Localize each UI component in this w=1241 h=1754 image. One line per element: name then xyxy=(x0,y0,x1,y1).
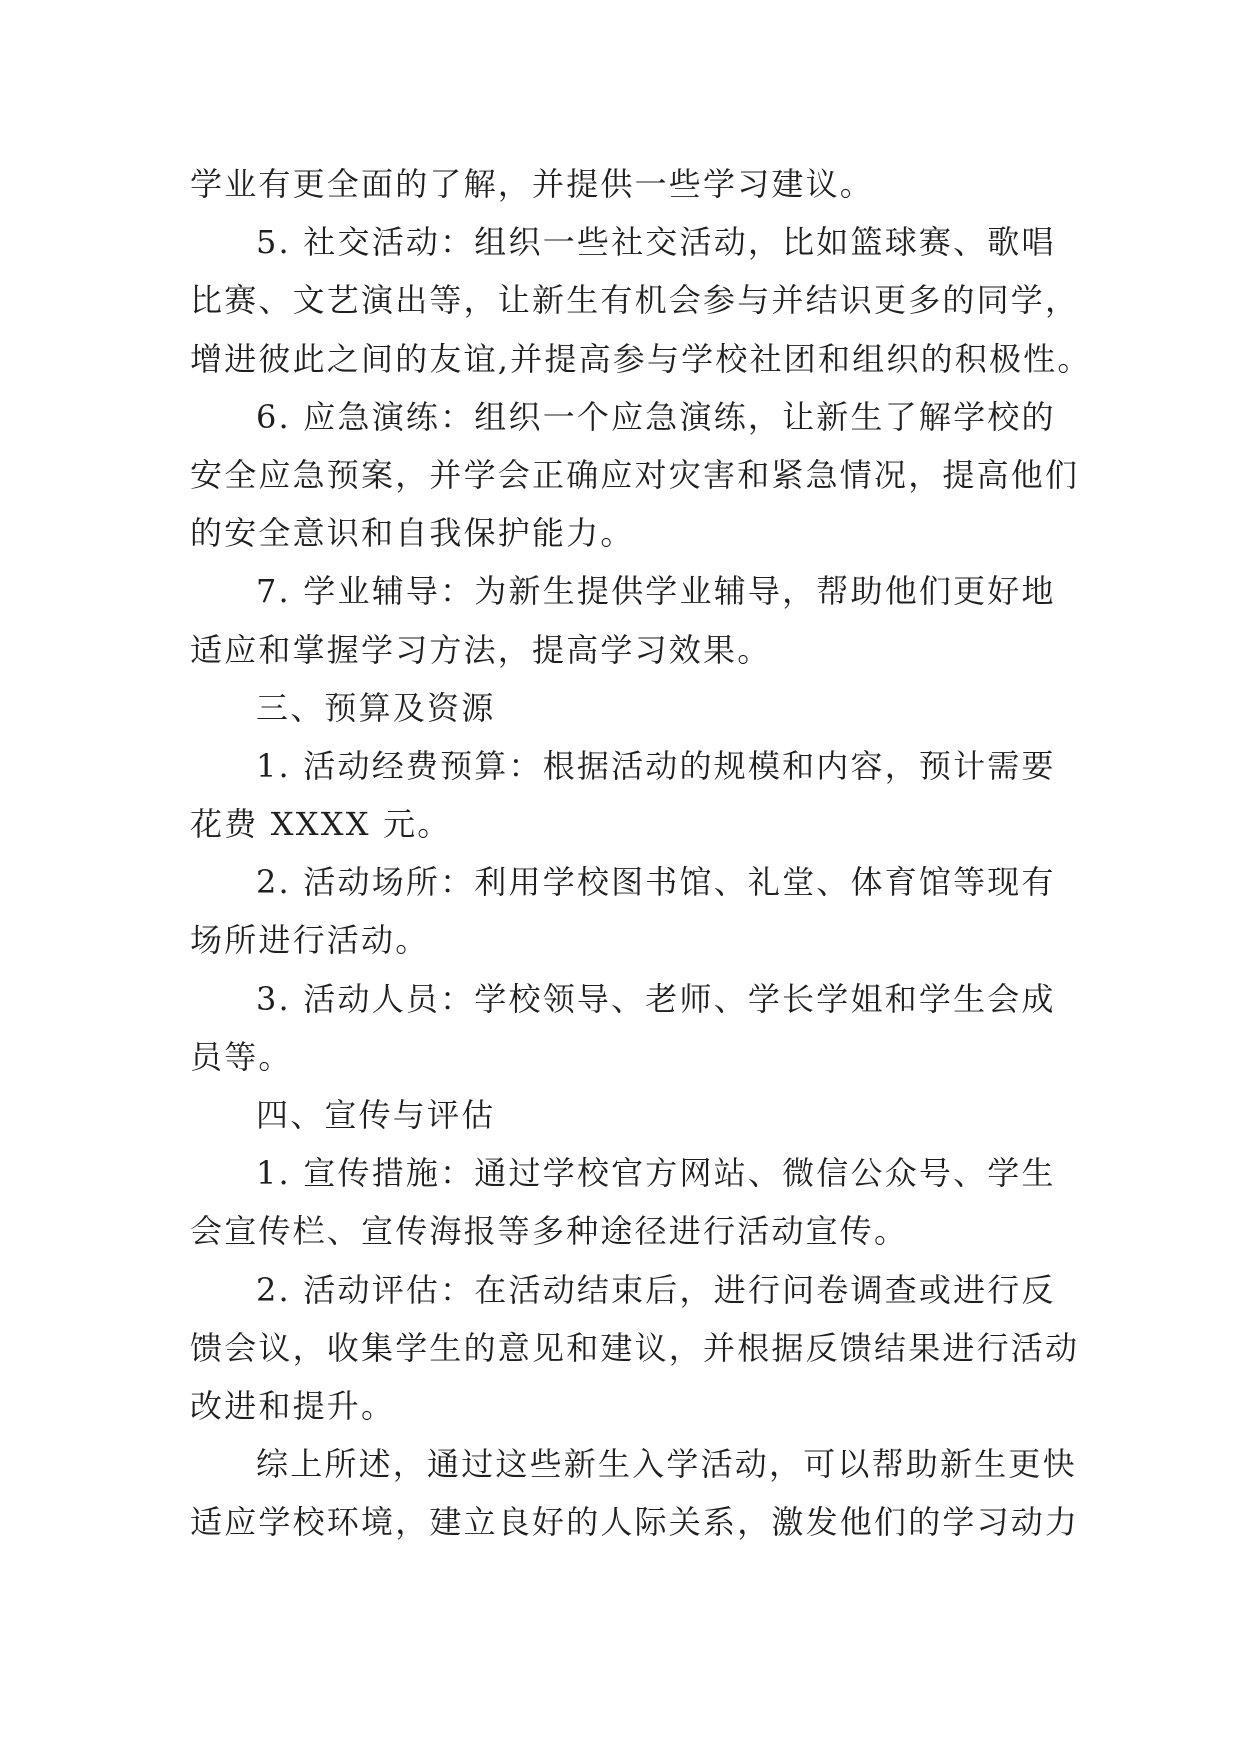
text-line: 改进和提升。 xyxy=(190,1386,396,1425)
text-line: 安全应急预案，并学会正确应对灾害和紧急情况，提高他们 xyxy=(190,455,1080,494)
text-line: 6. 应急演练：组织一个应急演练，让新生了解学校的 xyxy=(256,397,1056,436)
text-line: 5. 社交活动：组织一些社交活动，比如篮球赛、歌唱 xyxy=(256,223,1056,262)
text-line: 馈会议，收集学生的意见和建议，并根据反馈结果进行活动 xyxy=(190,1328,1080,1367)
text-line: 2. 活动场所：利用学校图书馆、礼堂、体育馆等现有 xyxy=(256,863,1056,902)
text-line: 会宣传栏、宣传海报等多种途径进行活动宣传。 xyxy=(190,1212,909,1251)
text-line: 1. 宣传措施：通过学校官方网站、微信公众号、学生 xyxy=(256,1154,1056,1193)
text-line: 1. 活动经费预算：根据活动的规模和内容，预计需要 xyxy=(256,746,1056,785)
text-line: 适应学校环境，建立良好的人际关系，激发他们的学习动力 xyxy=(190,1503,1080,1542)
text-line: 综上所述，通过这些新生入学活动，可以帮助新生更快 xyxy=(256,1445,1077,1484)
text-line: 7. 学业辅导：为新生提供学业辅导，帮助他们更好地 xyxy=(256,572,1056,611)
text-line: 适应和掌握学习方法，提高学习效果。 xyxy=(190,630,772,669)
text-line: 场所进行活动。 xyxy=(190,921,430,960)
text-line: 增进彼此之间的友谊,并提高参与学校社团和组织的积极性。 xyxy=(190,339,1092,378)
document-body xyxy=(190,155,1092,1552)
text-line: 比赛、文艺演出等，让新生有机会参与并结识更多的同学， xyxy=(190,281,1080,320)
section-heading: 三、预算及资源 xyxy=(256,688,496,727)
text-line: 2. 活动评估：在活动结束后，进行问卷调查或进行反 xyxy=(256,1270,1056,1309)
text-line: 3. 活动人员：学校领导、老师、学长学姐和学生会成 xyxy=(256,979,1056,1018)
text-line: 的安全意识和自我保护能力。 xyxy=(190,514,635,553)
text-line: 学业有更全面的了解，并提供一些学习建议。 xyxy=(190,165,875,203)
text-line: 员等。 xyxy=(190,1037,293,1076)
text-line: 花费 XXXX 元。 xyxy=(190,805,452,844)
section-heading: 四、宣传与评估 xyxy=(256,1096,496,1134)
